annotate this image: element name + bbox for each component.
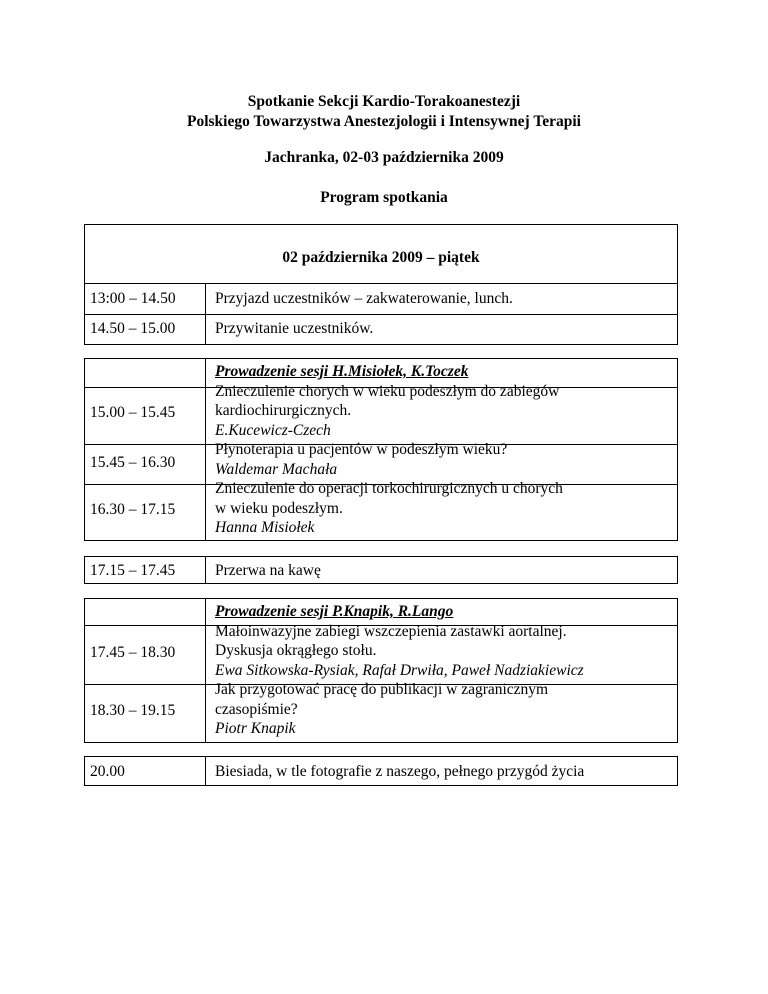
session-1-table bbox=[84, 358, 678, 541]
break-table bbox=[84, 556, 678, 584]
time-cell: 17.45 – 18.30 bbox=[90, 644, 176, 661]
talk-1-speaker: E.Kucewicz-Czech bbox=[215, 421, 331, 439]
talk-3-speaker: Hanna Misiołek bbox=[215, 519, 315, 536]
event-cell bbox=[215, 319, 671, 339]
talk-5-speaker: Piotr Knapik bbox=[215, 720, 296, 737]
talk-3-title-line-1: Znieczulenie do operacji torkochirurgicznych u chorych bbox=[215, 480, 563, 497]
program-title: Program spotkania bbox=[320, 189, 448, 206]
event-text: Biesiada, w tle fotografie z naszego, pełnego przygód życia bbox=[215, 763, 585, 780]
column-divider bbox=[205, 599, 206, 742]
day-header-box bbox=[84, 224, 678, 284]
talk-1-title-line-1: Znieczulenie chorych w wieku podeszłym do zabiegów bbox=[215, 382, 560, 400]
row-divider bbox=[85, 314, 677, 315]
column-divider bbox=[205, 757, 206, 785]
session-2-chairs: Prowadzenie sesji P.Knapik, R.Lango bbox=[215, 603, 454, 620]
arrival-table bbox=[84, 283, 678, 345]
event-text: Przerwa na kawę bbox=[215, 562, 321, 579]
dinner-table bbox=[84, 756, 678, 786]
session-1-content bbox=[215, 362, 671, 538]
time-cell: 17.15 – 17.45 bbox=[90, 562, 176, 579]
event-text: Przyjazd uczestników – zakwaterowanie, lunch. bbox=[215, 290, 513, 307]
time-cell: 18.30 – 19.15 bbox=[90, 702, 176, 719]
column-divider bbox=[205, 557, 206, 583]
talk-3-title-line-2: w wieku podeszłym. bbox=[215, 499, 343, 517]
time-cell: 15.45 – 16.30 bbox=[90, 454, 176, 471]
event-text: Przywitanie uczestników. bbox=[215, 320, 374, 337]
talk-1-title-line-2: kardiochirurgicznych. bbox=[215, 402, 352, 419]
place-date: Jachranka, 02-03 października 2009 bbox=[264, 149, 504, 166]
talk-4-speaker: Ewa Sitkowska-Rysiak, Rafał Drwiła, Paweł Nadziakiewicz bbox=[215, 661, 584, 679]
talk-4-title-line-1: Małoinwazyjne zabiegi wszczepienia zastawki aortalnej. bbox=[215, 622, 567, 640]
event-cell bbox=[215, 561, 671, 581]
event-cell bbox=[215, 289, 671, 309]
time-cell: 13:00 – 14.50 bbox=[90, 290, 176, 307]
header-line-2: Polskiego Towarzystwa Anestezjologii i Intensywnej Terapii bbox=[187, 113, 581, 130]
event-cell bbox=[215, 762, 671, 782]
time-cell: 20.00 bbox=[90, 763, 125, 780]
session-1-chairs: Prowadzenie sesji H.Misiołek, K.Toczek bbox=[215, 363, 469, 380]
talk-5-title-line-2: czasopiśmie? bbox=[215, 700, 298, 718]
time-cell: 16.30 – 17.15 bbox=[90, 501, 176, 518]
day-title: 02 października 2009 – piątek bbox=[282, 249, 480, 266]
talk-2-title-line-1: Płynoterapia u pacjentów w podeszłym wieku? bbox=[215, 441, 508, 458]
talk-5-title-line-1: Jak przygotować pracę do publikacji w zagranicznym bbox=[215, 681, 549, 698]
talk-2-speaker: Waldemar Machała bbox=[215, 460, 338, 478]
header-line-1: Spotkanie Sekcji Kardio-Torakoanestezji bbox=[247, 93, 521, 110]
talk-4-title-line-2: Dyskusja okrągłego stołu. bbox=[215, 642, 377, 659]
time-cell: 15.00 – 15.45 bbox=[90, 404, 176, 421]
session-2-table bbox=[84, 598, 678, 743]
time-cell: 14.50 – 15.00 bbox=[90, 320, 176, 337]
session-2-content bbox=[215, 602, 671, 739]
